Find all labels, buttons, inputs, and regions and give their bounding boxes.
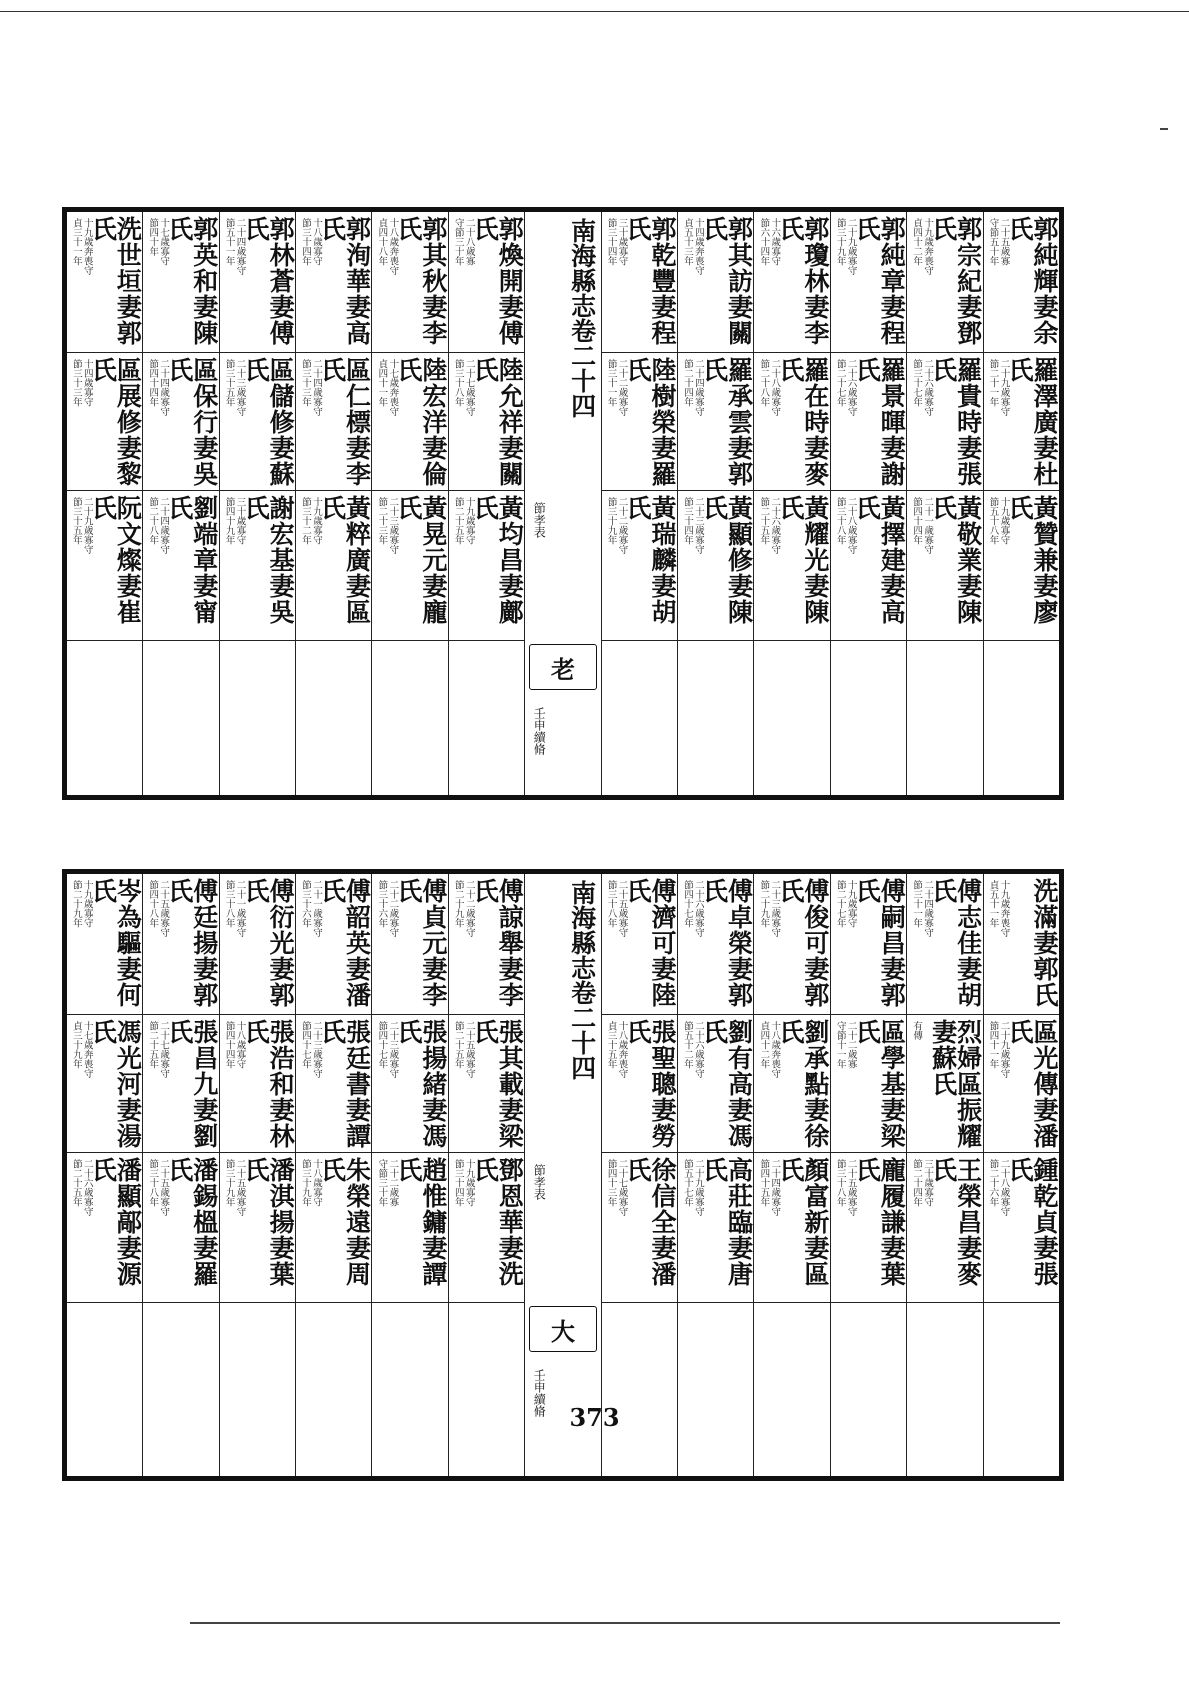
record-note: 二十四歲寡守 節二十四年 — [681, 359, 704, 416]
record-entry — [831, 1152, 906, 1303]
record-entry — [831, 490, 906, 641]
person-name: 陸宏洋妻倫氏 — [393, 357, 448, 487]
page-sheet-upper — [62, 207, 1064, 800]
record-note: 十七歲奔喪守 貞三十九年 — [70, 1021, 93, 1078]
record-entry — [754, 490, 829, 641]
record-entry — [220, 212, 295, 352]
record-note: 二十七歲寡守 節四十三年 — [605, 1159, 628, 1216]
record-entry — [372, 490, 447, 641]
title-text: 南海縣志 — [567, 880, 597, 980]
person-name: 羅在時妻麥氏 — [775, 357, 830, 487]
column-grid — [67, 212, 1059, 795]
record-note: 二十二歲寡守 節三十九年 — [605, 497, 628, 554]
record-entry — [907, 490, 982, 641]
record-entry — [602, 352, 677, 491]
column-grid — [67, 874, 1059, 1476]
empty-cell — [372, 1302, 447, 1476]
empty-cell — [602, 640, 677, 795]
person-name: 張浩和妻林氏 — [241, 1019, 296, 1149]
record-entry — [143, 1152, 218, 1303]
person-name: 羅貴時妻張氏 — [928, 357, 983, 487]
record-column — [371, 212, 447, 795]
record-note: 二十九歲寡守 節三十九年 — [834, 218, 857, 275]
record-note: 二十一歲寡守 節四十四年 — [911, 497, 934, 554]
record-note: 十八歲奔喪守 貞三十五年 — [605, 1021, 628, 1078]
record-entry — [984, 212, 1059, 352]
record-entry — [984, 490, 1059, 641]
person-name: 傅貞元妻李氏 — [393, 878, 448, 1008]
person-name: 傅諒舉妻李氏 — [470, 878, 525, 1008]
record-note: 三十歲寡守 節四十九年 — [223, 497, 246, 545]
record-entry — [220, 874, 295, 1014]
person-name: 朱榮遠妻周氏 — [317, 1157, 372, 1287]
record-note: 有傳 — [911, 1021, 923, 1040]
record-entry — [831, 1014, 906, 1153]
record-note: 二十四歲寡守 節二十八年 — [147, 497, 170, 554]
record-note: 二十一歲寡守 節三十六年 — [300, 880, 322, 937]
record-entry — [678, 1152, 753, 1303]
record-entry — [984, 874, 1059, 1014]
person-name: 郭洵華妻高氏 — [317, 216, 372, 346]
person-name: 潘顯鄗妻源氏 — [88, 1157, 143, 1287]
person-name: 羅景暉妻謝氏 — [852, 357, 907, 487]
record-note: 二十四歲寡守 節三十三年 — [300, 359, 322, 416]
record-note: 二十五歲寡守 節二十五年 — [452, 1021, 475, 1078]
record-column — [677, 212, 753, 795]
empty-cell — [602, 1302, 677, 1476]
record-entry — [984, 1152, 1059, 1303]
section-category: 節孝表 — [532, 1164, 547, 1200]
record-entry — [602, 1152, 677, 1303]
person-name: 傅韶英妻潘氏 — [317, 878, 372, 1008]
record-note: 二十二歲寡 守節三十年 — [376, 1159, 399, 1207]
record-entry — [143, 1014, 218, 1153]
empty-cell — [754, 640, 829, 795]
record-entry — [449, 874, 524, 1014]
record-note: 二十六歲寡守 節三十七年 — [911, 359, 934, 416]
person-name: 傅俊可妻郭氏 — [775, 878, 830, 1008]
record-entry — [678, 212, 753, 352]
empty-cell — [831, 1302, 906, 1476]
edition-label: 壬申續脩 — [532, 707, 547, 755]
record-entry — [831, 874, 906, 1014]
record-entry — [67, 874, 142, 1014]
record-entry — [67, 212, 142, 352]
record-note: 二十一歲寡守 節三十八年 — [223, 880, 246, 937]
record-note: 二十五歲寡守 節三十九年 — [223, 1159, 246, 1216]
record-note: 十九歲寡守 節三十四年 — [452, 1159, 475, 1207]
record-entry — [296, 212, 371, 352]
record-entry — [678, 490, 753, 641]
record-column — [295, 874, 371, 1476]
person-name: 郭英和妻陳氏 — [164, 216, 219, 346]
fold-column — [524, 874, 600, 1476]
margin-mark — [1160, 128, 1168, 130]
record-entry — [296, 874, 371, 1014]
person-name: 徐信全妻潘氏 — [623, 1157, 678, 1287]
record-entry — [602, 1014, 677, 1153]
record-entry — [143, 874, 218, 1014]
person-name: 趙惟鏞妻譚氏 — [393, 1157, 448, 1287]
person-name: 郭其訪妻關氏 — [699, 216, 754, 346]
record-note: 二十五歲寡守 節三十八年 — [605, 880, 628, 937]
record-column — [906, 874, 982, 1476]
person-name: 羅澤廣妻杜氏 — [1005, 357, 1059, 487]
person-name: 郭乾豐妻程氏 — [623, 216, 678, 346]
record-entry — [984, 1014, 1059, 1153]
person-name: 傅志佳妻胡氏 — [928, 878, 983, 1008]
record-entry — [602, 490, 677, 641]
record-entry — [678, 874, 753, 1014]
record-column — [830, 212, 906, 795]
person-name: 洗滿妻郭氏 — [1030, 878, 1059, 1008]
record-note: 十六歲寡守 節六十四年 — [758, 218, 781, 266]
record-note: 二十六歲寡守 節二十五年 — [758, 497, 781, 554]
record-note: 二十五歲寡守 節四十八年 — [147, 880, 170, 937]
record-entry — [449, 1152, 524, 1303]
record-entry — [678, 352, 753, 491]
person-name: 烈婦區振耀妻蘇氏 — [928, 1019, 983, 1149]
record-entry — [754, 212, 829, 352]
record-column — [753, 212, 829, 795]
record-note: 二十九歲寡守 節四十一年 — [987, 1021, 1010, 1078]
record-note: 二十二歲寡守 節三十六年 — [376, 880, 399, 937]
record-column — [67, 212, 142, 795]
person-name: 郭煥開妻傅氏 — [470, 216, 525, 346]
record-entry — [296, 352, 371, 491]
empty-cell — [67, 640, 142, 795]
person-name: 郭純輝妻余氏 — [1005, 216, 1059, 346]
record-note: 二十三歲寡守 節四十七年 — [300, 1021, 322, 1078]
record-note: 二十四歲寡守 節四十四年 — [147, 359, 170, 416]
person-name: 張聖聰妻勞氏 — [623, 1019, 678, 1149]
empty-cell — [67, 1302, 142, 1476]
record-entry — [372, 1152, 447, 1303]
person-name: 黃瑞麟妻胡氏 — [623, 495, 678, 625]
record-column — [219, 212, 295, 795]
empty-cell — [449, 640, 524, 795]
person-name: 傅卓榮妻郭氏 — [699, 878, 754, 1008]
record-entry — [372, 352, 447, 491]
record-column — [983, 874, 1059, 1476]
record-note: 十九歲寡守 節二十七年 — [834, 880, 857, 928]
record-entry — [449, 1014, 524, 1153]
person-name: 傅廷揚妻郭氏 — [164, 878, 219, 1008]
record-note: 二十四歲寡守 節五十一年 — [223, 218, 246, 275]
record-column — [448, 874, 524, 1476]
person-name: 劉端章妻甯氏 — [164, 495, 219, 625]
empty-cell — [372, 640, 447, 795]
empty-cell — [296, 640, 371, 795]
person-name: 郭純章妻程氏 — [852, 216, 907, 346]
record-note: 二十八歲寡守 節二十六年 — [987, 1159, 1010, 1216]
record-column — [906, 212, 982, 795]
person-name: 傅嗣昌妻郭氏 — [852, 878, 907, 1008]
empty-cell — [143, 1302, 218, 1476]
record-note: 十九歲寡守 節二十九年 — [70, 880, 93, 928]
record-column — [601, 212, 677, 795]
empty-cell — [754, 1302, 829, 1476]
record-entry — [831, 352, 906, 491]
record-column — [753, 874, 829, 1476]
empty-cell — [220, 1302, 295, 1476]
record-note: 二十三歲寡守 節三十五年 — [223, 359, 246, 416]
record-note: 十九歲奔喪守 貞三十一年 — [70, 218, 93, 275]
record-entry — [984, 352, 1059, 491]
record-note: 二十五歲寡守 節三十八年 — [834, 1159, 857, 1216]
record-note: 二十六歲寡守 節二十七年 — [834, 359, 857, 416]
person-name: 區光傳妻潘氏 — [1005, 1019, 1059, 1149]
record-entry — [449, 212, 524, 352]
record-column — [677, 874, 753, 1476]
volume-text: 卷二十四 — [567, 318, 597, 418]
person-name: 黃均昌妻鄺氏 — [470, 495, 525, 625]
record-entry — [67, 490, 142, 641]
record-note: 二十四歲寡守 節四十五年 — [758, 1159, 781, 1216]
record-note: 二十四歲寡守 節三十一年 — [911, 880, 934, 937]
person-name: 鄧恩華妻洗氏 — [470, 1157, 525, 1287]
person-name: 郭其秋妻李氏 — [393, 216, 448, 346]
record-note: 十九歲寡守 節二十五年 — [452, 497, 475, 545]
title-text: 南海縣志 — [567, 218, 597, 318]
record-note: 二十八歲寡守 節二十八年 — [758, 359, 781, 416]
empty-cell — [984, 640, 1059, 795]
record-entry — [220, 1152, 295, 1303]
record-column — [371, 874, 447, 1476]
record-entry — [449, 352, 524, 491]
record-column — [295, 212, 371, 795]
record-note: 十九歲奔喪守 貞五十一年 — [987, 880, 1010, 937]
record-note: 十八歲奔喪守 貞四十八年 — [376, 218, 399, 275]
empty-cell — [449, 1302, 524, 1476]
record-note: 二十二歲寡守 節二十九年 — [452, 880, 475, 937]
record-note: 十九歲寡守 節五十八年 — [987, 497, 1010, 545]
record-entry — [754, 874, 829, 1014]
record-note: 十八歲奔喪守 貞四十二年 — [758, 1021, 781, 1078]
empty-cell — [907, 1302, 982, 1476]
empty-cell — [678, 640, 753, 795]
person-name: 黃粹廣妻區氏 — [317, 495, 372, 625]
record-note: 二十七歲寡守 節三十八年 — [452, 359, 475, 416]
volume-text: 卷二十四 — [567, 980, 597, 1080]
record-note: 二十八歲寡 守節三十年 — [452, 218, 475, 266]
record-note: 十九歲寡守 節三十二年 — [300, 497, 322, 545]
empty-cell — [907, 640, 982, 795]
fold-column — [524, 212, 600, 795]
record-note: 二十三歲寡守 節三十四年 — [681, 497, 704, 554]
record-note: 二十三歲寡守 節四十七年 — [376, 1021, 399, 1078]
record-note: 二十二歲寡守 節三十一年 — [605, 359, 628, 416]
empty-cell — [296, 1302, 371, 1476]
person-name: 區保行妻吳氏 — [164, 357, 219, 487]
record-entry — [602, 212, 677, 352]
record-entry — [296, 490, 371, 641]
leaf-number: 大 — [529, 1306, 596, 1352]
person-name: 傅衍光妻郭氏 — [241, 878, 296, 1008]
record-entry — [907, 874, 982, 1014]
record-entry — [678, 1014, 753, 1153]
person-name: 黃贊兼妻廖氏 — [1005, 495, 1059, 625]
person-name: 馮光河妻湯氏 — [88, 1019, 143, 1149]
record-entry — [907, 1014, 982, 1153]
record-note: 二十三歲寡守 節二十三年 — [376, 497, 399, 554]
record-entry — [754, 1014, 829, 1153]
empty-cell — [831, 640, 906, 795]
record-entry — [602, 874, 677, 1014]
record-entry — [143, 212, 218, 352]
person-name: 陸樹榮妻羅氏 — [623, 357, 678, 487]
record-note: 二十五歲寡 守節五十年 — [987, 218, 1010, 266]
record-entry — [67, 1014, 142, 1153]
record-entry — [754, 352, 829, 491]
record-note: 十八歲寡守 節三十九年 — [300, 1159, 322, 1207]
record-column — [983, 212, 1059, 795]
person-name: 郭宗紀妻鄧氏 — [928, 216, 983, 346]
record-column — [67, 874, 142, 1476]
record-column — [601, 874, 677, 1476]
person-name: 潘淇揚妻葉氏 — [241, 1157, 296, 1287]
record-entry — [831, 212, 906, 352]
record-note: 二十九歲寡守 節五十七年 — [681, 1159, 704, 1216]
record-entry — [449, 490, 524, 641]
record-entry — [372, 1014, 447, 1153]
book-title — [567, 218, 597, 418]
edition-label: 壬申續脩 — [532, 1369, 547, 1417]
record-note: 十四歲奔喪守 貞五十三年 — [681, 218, 704, 275]
person-name: 劉承點妻徐氏 — [775, 1019, 830, 1149]
person-name: 洗世垣妻郭氏 — [88, 216, 143, 346]
person-name: 張廷書妻譚氏 — [317, 1019, 372, 1149]
empty-cell — [678, 1302, 753, 1476]
person-name: 黃晃元妻龐氏 — [393, 495, 448, 625]
section-category: 節孝表 — [532, 502, 547, 538]
record-entry — [907, 352, 982, 491]
person-name: 黃耀光妻陳氏 — [775, 495, 830, 625]
person-name: 王榮昌妻麥氏 — [928, 1157, 983, 1287]
person-name: 區展修妻黎氏 — [88, 357, 143, 487]
book-title — [567, 880, 597, 1080]
record-column — [142, 874, 218, 1476]
record-note: 三十歲寡守 節三十四年 — [605, 218, 628, 266]
person-name: 張揚緒妻馮氏 — [393, 1019, 448, 1149]
person-name: 阮文燦妻崔氏 — [88, 495, 143, 625]
record-note: 二十七歲寡守 節二十五年 — [147, 1021, 170, 1078]
record-note: 二十二歲寡 守節十一年 — [834, 1021, 857, 1069]
record-note: 十四歲寡守 節三十三年 — [70, 359, 93, 407]
record-note: 十七歲奔喪守 貞四十一年 — [376, 359, 399, 416]
record-entry — [67, 1152, 142, 1303]
record-note: 十八歲寡守 節三十四年 — [300, 218, 322, 266]
leaf-number: 老 — [529, 644, 596, 690]
record-entry — [296, 1014, 371, 1153]
person-name: 張昌九妻劉氏 — [164, 1019, 219, 1149]
person-name: 傅濟可妻陸氏 — [623, 878, 678, 1008]
record-note: 二十八歲寡守 節三十八年 — [834, 497, 857, 554]
empty-cell — [143, 640, 218, 795]
person-name: 區儲修妻蘇氏 — [241, 357, 296, 487]
record-column — [142, 212, 218, 795]
person-name: 顏富新妻區氏 — [775, 1157, 830, 1287]
person-name: 黃顯修妻陳氏 — [699, 495, 754, 625]
record-note: 十九歲奔喪守 貞四十二年 — [911, 218, 934, 275]
person-name: 黃擇建妻高氏 — [852, 495, 907, 625]
record-entry — [143, 352, 218, 491]
person-name: 岑為驅妻何氏 — [88, 878, 143, 1008]
record-entry — [220, 1014, 295, 1153]
record-note: 十八歲寡守 節四十四年 — [223, 1021, 246, 1069]
empty-cell — [220, 640, 295, 795]
record-entry — [372, 212, 447, 352]
record-entry — [143, 490, 218, 641]
record-note: 三十歲寡守 節二十四年 — [911, 1159, 934, 1207]
empty-cell — [984, 1302, 1059, 1476]
record-entry — [907, 1152, 982, 1303]
record-note: 二十六歲寡守 節五十二年 — [681, 1021, 704, 1078]
record-note: 二十九歲寡守 節三十五年 — [70, 497, 93, 554]
person-name: 張其載妻梁氏 — [470, 1019, 525, 1149]
person-name: 區仁標妻李氏 — [317, 357, 372, 487]
record-note: 二十三歲寡守 節二十九年 — [758, 880, 781, 937]
person-name: 羅承雲妻郭氏 — [699, 357, 754, 487]
page-sheet-lower — [62, 869, 1064, 1481]
bottom-rule — [190, 1622, 1060, 1624]
record-note: 二十六歲寡守 節四十七年 — [681, 880, 704, 937]
person-name: 劉有高妻馮氏 — [699, 1019, 754, 1149]
person-name: 潘錫榲妻羅氏 — [164, 1157, 219, 1287]
person-name: 謝宏基妻吳氏 — [241, 495, 296, 625]
record-column — [448, 212, 524, 795]
person-name: 郭瓊林妻李氏 — [775, 216, 830, 346]
record-column — [830, 874, 906, 1476]
record-entry — [220, 352, 295, 491]
person-name: 郭林蒼妻傅氏 — [241, 216, 296, 346]
record-entry — [907, 212, 982, 352]
person-name: 鍾乾貞妻張氏 — [1005, 1157, 1059, 1287]
person-name: 龐履謙妻葉氏 — [852, 1157, 907, 1287]
record-entry — [754, 1152, 829, 1303]
record-column — [219, 874, 295, 1476]
record-note: 二十九歲寡守 節二十一年 — [987, 359, 1010, 416]
top-rule — [0, 11, 1189, 12]
person-name: 黃敬業妻陳氏 — [928, 495, 983, 625]
record-entry — [372, 874, 447, 1014]
record-note: 十七歲寡守 節四十年 — [147, 218, 170, 266]
person-name: 陸允祥妻關氏 — [470, 357, 525, 487]
person-name: 高莊臨妻唐氏 — [699, 1157, 754, 1287]
person-name: 區學基妻梁氏 — [852, 1019, 907, 1149]
record-entry — [220, 490, 295, 641]
record-note: 二十五歲寡守 節三十八年 — [147, 1159, 170, 1216]
record-note: 二十六歲寡守 節二十五年 — [70, 1159, 93, 1216]
record-entry — [67, 352, 142, 491]
page-number: 373 — [569, 1403, 620, 1432]
record-entry — [296, 1152, 371, 1303]
